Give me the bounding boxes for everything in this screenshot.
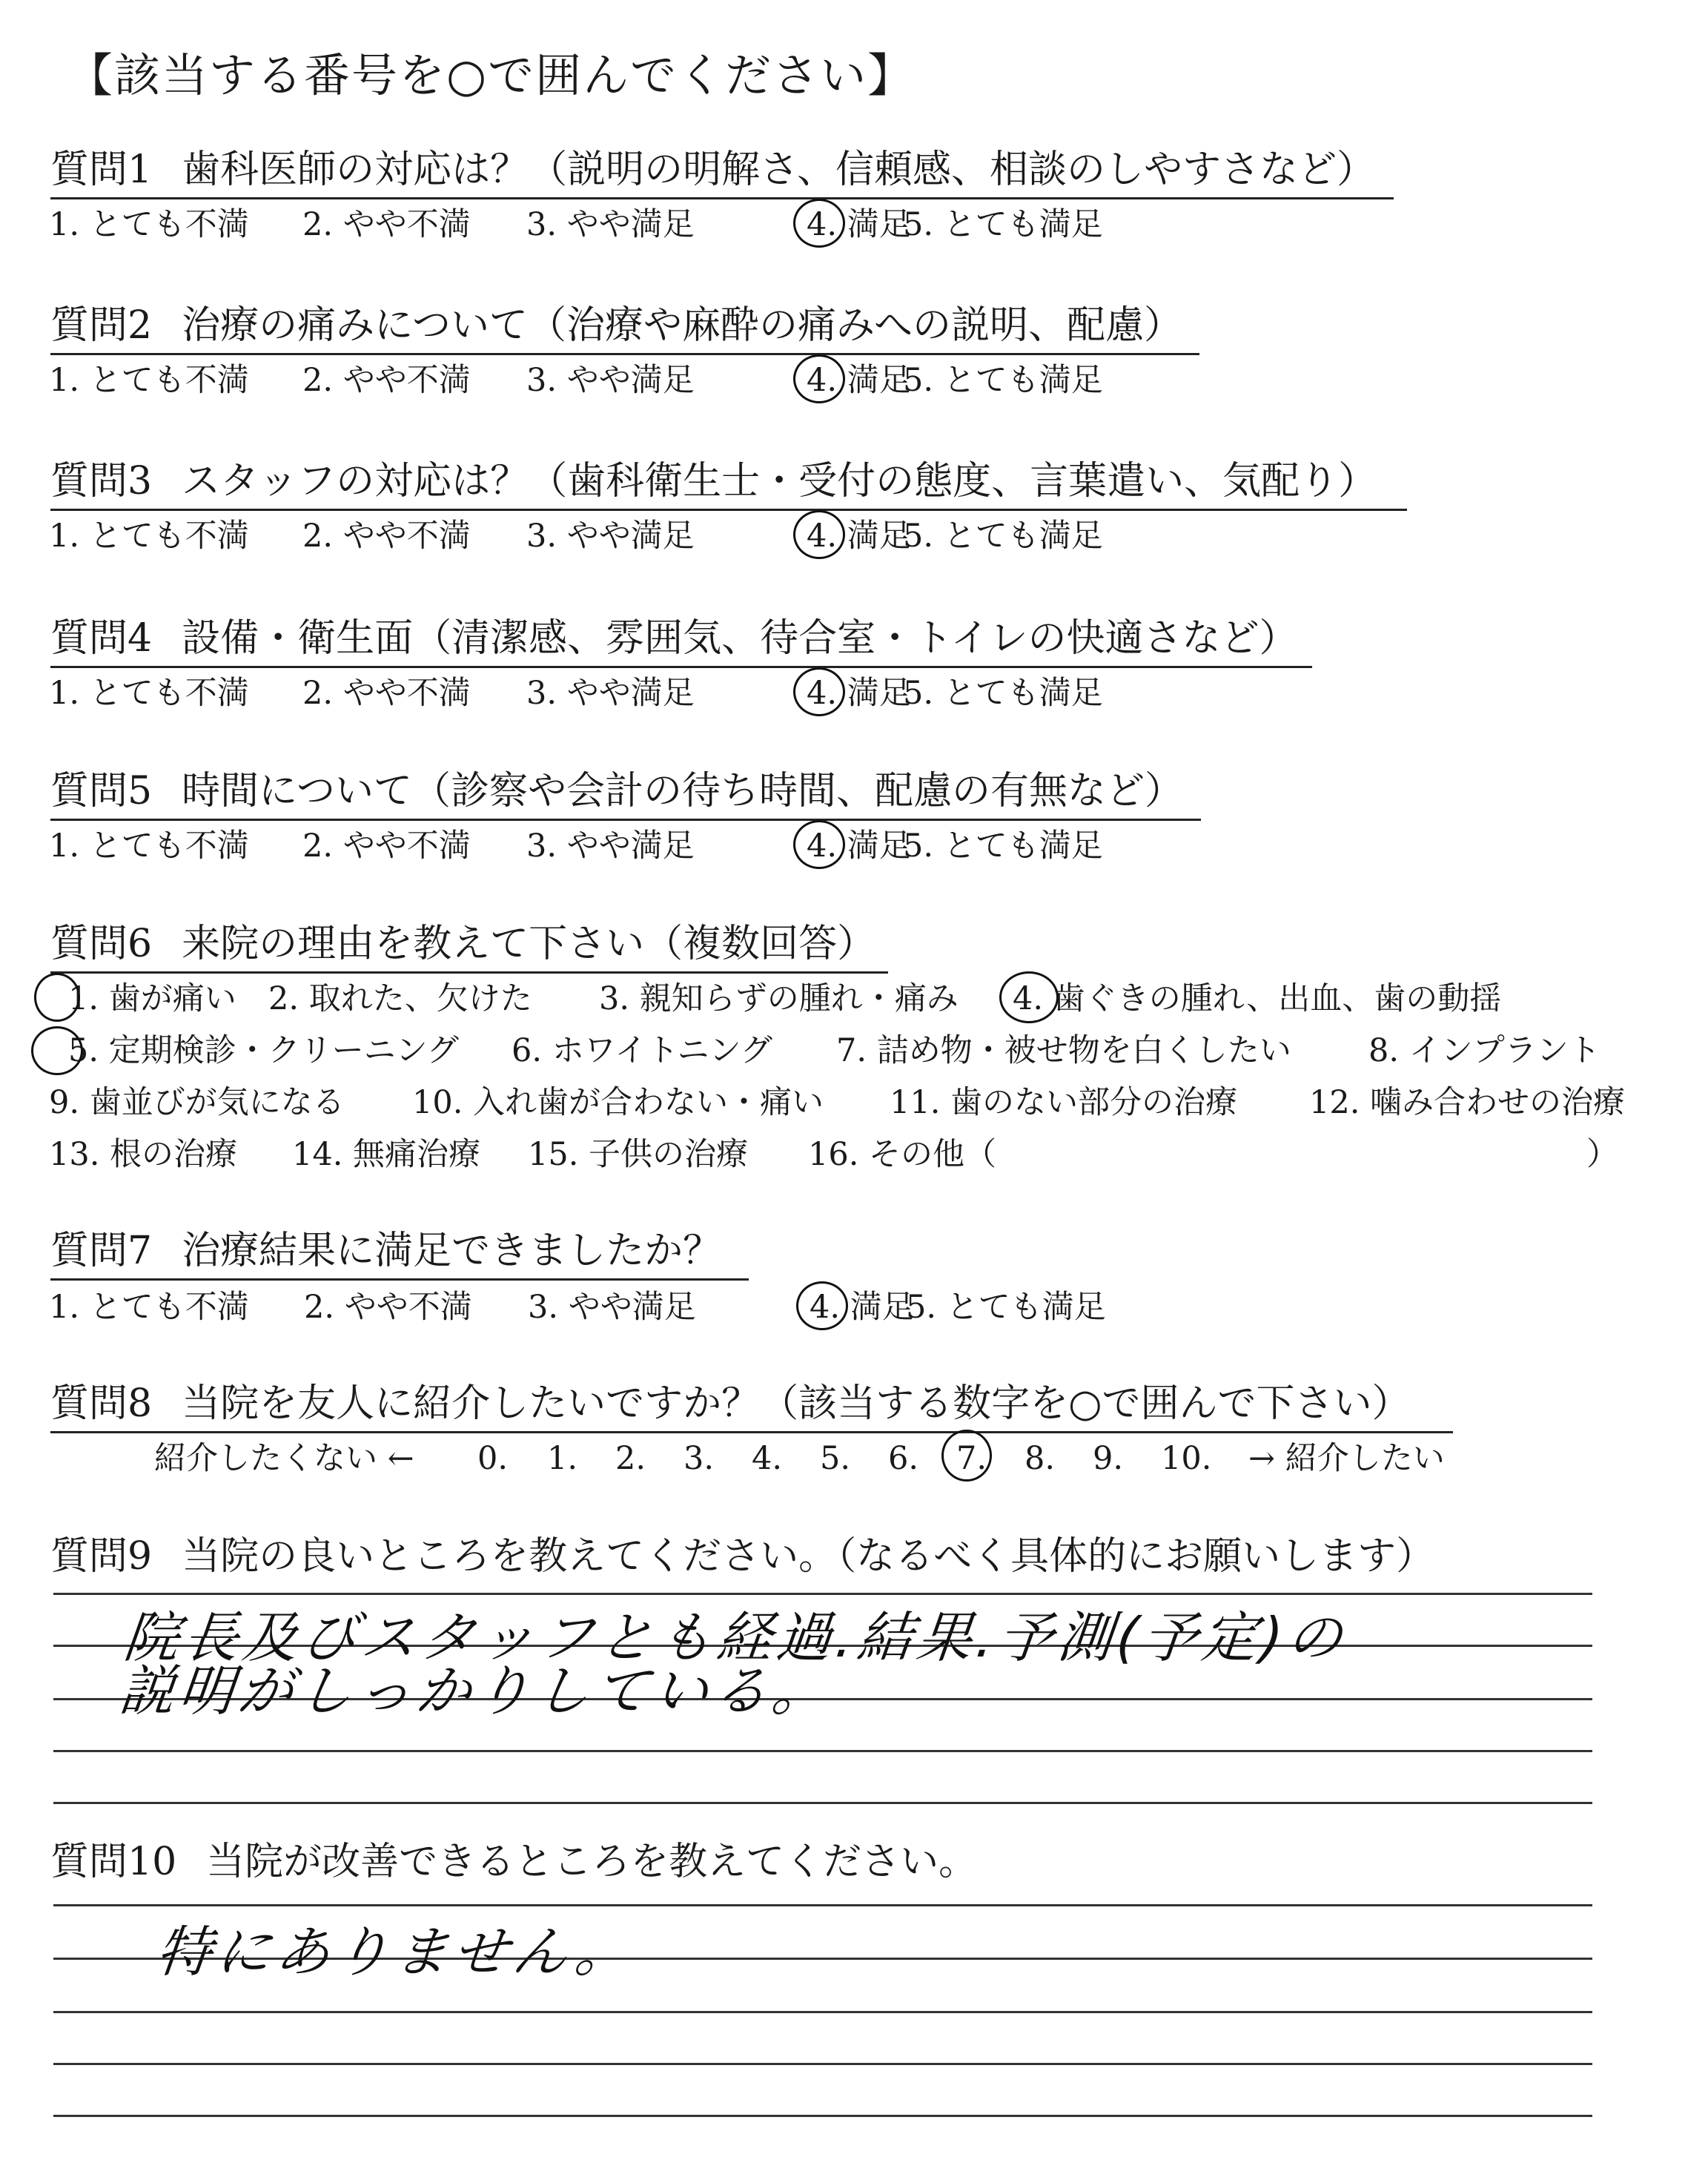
rating-option[interactable]: 3. やや満足 xyxy=(528,1289,696,1326)
rating-option[interactable]: 2. やや不満 xyxy=(302,828,471,865)
rating-option[interactable]: 3. やや満足 xyxy=(526,518,695,555)
scale-right-label: → 紹介したい xyxy=(1248,1440,1445,1477)
reason-option[interactable]: 5. 定期検診・クリーニング xyxy=(68,1032,459,1069)
rating-option[interactable]: 3. やや満足 xyxy=(526,828,695,865)
question-label: 質問10 xyxy=(50,1840,177,1884)
question-4-title xyxy=(50,615,1312,668)
rating-option[interactable]: 3. やや満足 xyxy=(526,675,695,712)
rating-option[interactable]: 4. 満足 xyxy=(807,362,911,399)
question-label: 質問9 xyxy=(50,1534,153,1579)
question-label: 質問4 xyxy=(50,616,153,661)
handwritten-answer-q10-line1: 特にありません。 xyxy=(153,1920,638,1984)
question-label: 質問3 xyxy=(50,459,153,503)
answer-line xyxy=(53,1750,1592,1752)
question-10-title xyxy=(50,1839,977,1885)
question-text: 当院が改善できるところを教えてください。 xyxy=(206,1840,978,1884)
answer-circle xyxy=(793,510,845,559)
answer-circle xyxy=(999,971,1059,1023)
answer-circle xyxy=(793,354,845,403)
answer-circle xyxy=(34,973,80,1022)
question-3-title xyxy=(50,458,1407,511)
question-9-title xyxy=(50,1533,1434,1579)
rating-option[interactable]: 1. とても不満 xyxy=(49,206,249,243)
rating-option[interactable]: 2. やや不満 xyxy=(302,518,471,555)
rating-option[interactable]: 4. 満足 xyxy=(807,828,911,865)
scale-left-label: 紹介したくない ← xyxy=(154,1440,414,1477)
question-text: 歯科医師の対応は？（説明の明解さ、信頼感、相談のしやすさなど） xyxy=(182,148,1376,192)
rating-option[interactable]: 4. 満足 xyxy=(810,1289,914,1326)
rating-option[interactable]: 5. とても満足 xyxy=(906,1289,1106,1326)
rating-option[interactable]: 1. とても不満 xyxy=(49,518,249,555)
answer-line xyxy=(53,1904,1592,1906)
answer-circle xyxy=(796,1281,848,1330)
handwritten-answer-q9-line2: 説明がしっかりしている。 xyxy=(116,1659,835,1723)
rating-option[interactable]: 5. とても満足 xyxy=(903,518,1103,555)
reason-option[interactable]: 6. ホワイトニング xyxy=(512,1032,772,1069)
answer-circle xyxy=(31,1026,83,1075)
scale-number[interactable]: 2. xyxy=(615,1440,646,1477)
question-text: 治療の痛みについて（治療や麻酔の痛みへの説明、配慮） xyxy=(182,303,1183,348)
answer-circle xyxy=(941,1430,992,1482)
answer-line xyxy=(53,1802,1592,1804)
question-2-title xyxy=(50,303,1199,355)
rating-option[interactable]: 3. やや満足 xyxy=(526,362,695,399)
rating-option[interactable]: 5. とても満足 xyxy=(903,828,1103,865)
reason-option[interactable]: 4. 歯ぐきの腫れ、出血、歯の動揺 xyxy=(1013,980,1502,1017)
reason-option[interactable]: 7. 詰め物・被せ物を白くしたい xyxy=(836,1032,1291,1069)
rating-option[interactable]: 2. やや不満 xyxy=(302,362,471,399)
rating-option[interactable]: 2. やや不満 xyxy=(302,675,471,712)
scale-number[interactable]: 9. xyxy=(1093,1440,1124,1477)
scale-number[interactable]: 8. xyxy=(1025,1440,1056,1477)
question-text: 当院を友人に紹介したいですか？（該当する数字を○で囲んで下さい） xyxy=(182,1381,1411,1426)
answer-line xyxy=(53,2063,1592,2065)
question-8-title xyxy=(50,1381,1453,1433)
scale-number[interactable]: 7. xyxy=(956,1440,987,1477)
scale-number[interactable]: 1. xyxy=(547,1440,578,1477)
scale-number[interactable]: 0. xyxy=(477,1440,509,1477)
reason-close-paren: ） xyxy=(1586,1136,1618,1173)
reason-option[interactable]: 9. 歯並びが気になる xyxy=(49,1084,345,1121)
reason-option[interactable]: 3. 親知らずの腫れ・痛み xyxy=(599,980,959,1017)
answer-line xyxy=(53,2011,1592,2013)
answer-line xyxy=(53,2115,1592,2117)
question-text: 設備・衛生面（清潔感、雰囲気、待合室・トイレの快適さなど） xyxy=(182,616,1298,661)
scale-number[interactable]: 4. xyxy=(752,1440,783,1477)
rating-option[interactable]: 3. やや満足 xyxy=(526,206,695,243)
reason-option[interactable]: 10. 入れ歯が合わない・痛い xyxy=(412,1084,824,1121)
question-text: 治療結果に満足できましたか？ xyxy=(182,1229,722,1273)
reason-option[interactable]: 2. 取れた、欠けた xyxy=(268,980,532,1017)
answer-circle xyxy=(793,667,845,716)
scale-number[interactable]: 3. xyxy=(683,1440,715,1477)
question-label: 質問1 xyxy=(50,148,153,192)
rating-option[interactable]: 4. 満足 xyxy=(807,675,911,712)
scale-number[interactable]: 10. xyxy=(1161,1440,1212,1477)
rating-option[interactable]: 5. とても満足 xyxy=(903,675,1103,712)
scale-number[interactable]: 5. xyxy=(820,1440,851,1477)
question-label: 質問2 xyxy=(50,303,153,348)
rating-option[interactable]: 2. やや不満 xyxy=(304,1289,472,1326)
handwritten-answer-q9-line1: 院長及びスタッフとも経過.結果.予測(予定)の xyxy=(120,1606,1350,1670)
question-label: 質問7 xyxy=(50,1229,153,1273)
rating-option[interactable]: 2. やや不満 xyxy=(302,206,471,243)
reason-option[interactable]: 15. 子供の治療 xyxy=(528,1136,749,1173)
reason-option[interactable]: 14. 無痛治療 xyxy=(292,1136,481,1173)
reason-option[interactable]: 16. その他（ xyxy=(808,1136,997,1173)
rating-option[interactable]: 4. 満足 xyxy=(807,518,911,555)
rating-option[interactable]: 4. 満足 xyxy=(807,206,911,243)
rating-option[interactable]: 1. とても不満 xyxy=(49,828,249,865)
question-text: 来院の理由を教えて下さい（複数回答） xyxy=(182,922,876,966)
question-label: 質問5 xyxy=(50,769,153,813)
reason-option[interactable]: 13. 根の治療 xyxy=(49,1136,238,1173)
rating-option[interactable]: 1. とても不満 xyxy=(49,675,249,712)
page-title: 【該当する番号を○で囲んでください】 xyxy=(67,48,916,102)
scale-number[interactable]: 6. xyxy=(888,1440,919,1477)
rating-option[interactable]: 1. とても不満 xyxy=(49,362,249,399)
reason-option[interactable]: 8. インプラント xyxy=(1368,1032,1601,1069)
question-6-title xyxy=(50,921,888,974)
question-label: 質問8 xyxy=(50,1381,153,1426)
question-1-title xyxy=(50,147,1394,199)
question-5-title xyxy=(50,768,1201,821)
question-text: 当院の良いところを教えてください。（なるべく具体的にお願いします） xyxy=(182,1534,1435,1579)
rating-option[interactable]: 5. とても満足 xyxy=(903,206,1103,243)
rating-option[interactable]: 5. とても満足 xyxy=(903,362,1103,399)
question-text: スタッフの対応は？（歯科衛生士・受付の態度、言葉遣い、気配り） xyxy=(182,459,1377,503)
reason-option[interactable]: 1. 歯が痛い xyxy=(68,980,236,1017)
reason-option[interactable]: 12. 噛み合わせの治療 xyxy=(1309,1084,1626,1121)
question-label: 質問6 xyxy=(50,922,153,966)
answer-circle xyxy=(793,199,845,248)
question-text: 時間について（診察や会計の待ち時間、配慮の有無など） xyxy=(182,769,1184,813)
rating-option[interactable]: 1. とても不満 xyxy=(49,1289,249,1326)
answer-circle xyxy=(793,820,845,869)
reason-option[interactable]: 11. 歯のない部分の治療 xyxy=(890,1084,1238,1121)
question-7-title xyxy=(50,1228,749,1281)
